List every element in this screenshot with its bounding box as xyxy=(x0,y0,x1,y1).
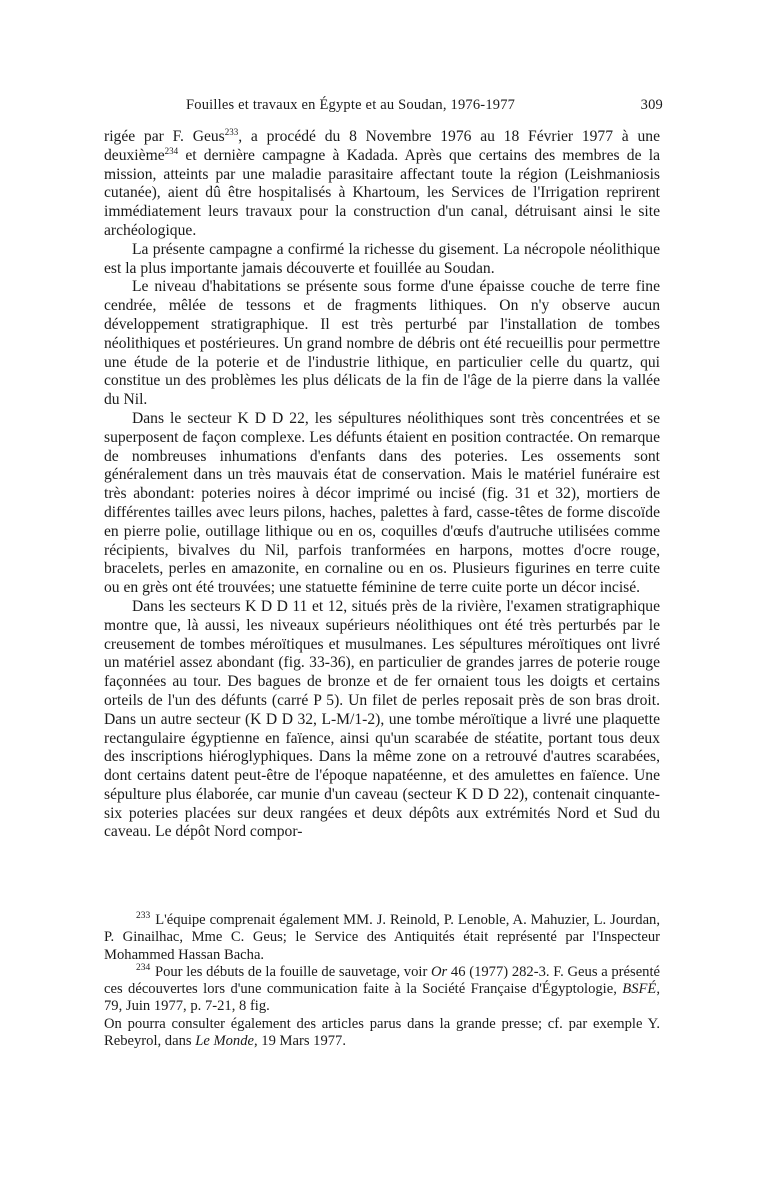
page-number: 309 xyxy=(640,97,663,113)
footnote-234-cont-part-a: On pourra consulter également des articles parus dans la grande presse; cf. par exemple Y. Rebeyrol, dans xyxy=(104,1015,660,1050)
journal-abbrev-or: Or xyxy=(431,963,448,980)
running-title: Fouilles et travaux en Égypte et au Soudan, 1976-1977 xyxy=(186,97,516,113)
footnote-234-part-c: , 79, Juin 1977, p. 7-21, 8 fig. xyxy=(104,981,660,1015)
paragraph-4: Dans le secteur K D D 22, les sépultures néolithiques sont très concentrées et se superposent de façon complexe. Les défunts étaient en position contractée. On remarque de nombreuses inhumations d'enfants dans des poteries. Les ossements sont généralement dans un très mauvais état de conservation. Mais le matériel funéraire est très abondant: poteries noires à décor imprimé ou incisé (fig. 31 et 32), mortiers de différentes tailles avec leurs pilons, haches, palettes à fard, casse-têtes de forme discoïde en pierre polie, outillage lithique ou en os, coquilles d'œufs d'autruche utilisées comme récipients, bivalves du Nil, parfois tranformées en harpons, mottes d'ocre rouge, bracelets, perles en amazonite, en cornaline ou en os. Plusieurs figurines en terre cuite ou en grès ont été trouvées; une statuette féminine de terre cuite porte un décor incisé. xyxy=(104,409,660,597)
footnote-mark-234: 234 xyxy=(136,963,151,974)
paragraph-1 xyxy=(104,128,660,241)
paragraph-3: Le niveau d'habitations se présente sous forme d'une épaisse couche de terre fine cendrée, mêlée de tessons et de fragments lithiques. On n'y observe aucun développement stratigraphique. Il est très perturbé par l'installation de tombes néolithiques et postérieures. Un grand nombre de débris ont été recueillis pour permettre une étude de la poterie et de l'industrie lithique, en particulier celle du quartz, qui constitue un des problèmes les plus délicats de la fin de l'âge de la pierre dans la vallée du Nil. xyxy=(104,278,660,409)
paragraph-2: La présente campagne a confirmé la richesse du gisement. La nécropole néolithique est la plus importante jamais découverte et fouillée au Soudan. xyxy=(104,240,660,277)
paragraph-1-part-a: rigée par F. Geus xyxy=(104,128,225,145)
paragraph-5: Dans les secteurs K D D 11 et 12, situés près de la rivière, l'examen stratigraphique montre que, là aussi, les niveaux supérieurs néolithiques ont été très perturbés par le creusement de tombes méroïtiques et musulmanes. Les sépultures méroïtiques ont livré un matériel assez abondant (fig. 33-36), en particulier de grandes jarres de poterie rouge façonnées au tour. Des bagues de bronze et de fer ornaient tous les doigts et certains orteils de l'un des défunts (carré P 5). Un filet de perles reposait près de son bras droit. Dans un autre secteur (K D D 32, L-M/1-2), une tombe méroïtique a livré une plaquette rectangulaire égyptienne en faïence, ainsi qu'un scarabée de stéatite, portant tous deux des inscriptions hiéroglyphiques. Dans la même zone on a retrouvé d'autres scarabées, dont certains datent peut-être de l'époque napatéenne, et des amulettes en faïence. Une sépulture plus élaborée, car munie d'un caveau (secteur K D D 22), contenait cinquante-six poteries placées sur deux rangées et deux dépôts aux extrémités Nord et Sud du caveau. Le dépôt Nord compor- xyxy=(104,597,660,841)
footnote-ref-233: 233 xyxy=(224,126,239,137)
journal-abbrev-bsfe: BSFÉ xyxy=(622,981,657,998)
newspaper-title: Le Monde xyxy=(195,1033,254,1050)
footnote-mark-233: 233 xyxy=(136,911,151,922)
footnotes xyxy=(104,912,660,1050)
paragraph-1-part-b: , a procédé du 8 Novembre 1976 au 18 Février 1977 à une deuxième xyxy=(104,128,660,164)
footnote-234-part-b: 46 (1977) 282-3. F. Geus a présenté ces découvertes lors d'une communication faite à la Société Française d'Égyptologie, xyxy=(104,963,661,998)
footnote-234-continuation xyxy=(104,1016,660,1051)
footnote-ref-234: 234 xyxy=(164,145,179,156)
main-text xyxy=(104,128,660,842)
footnote-233 xyxy=(104,912,660,964)
footnote-234-part-a: Pour les débuts de la fouille de sauvetage, voir xyxy=(151,963,431,980)
paragraph-1-part-c: et dernière campagne à Kadada. Après que certains des membres de la mission, atteints par une maladie parasitaire affectant toute la région (Leishmaniosis cutanée), aient dû être hospitalisés à Khartoum, les Services de l'Irrigation reprirent immédiatement leurs travaux pour la construction d'un canal, détruisant ainsi le site archéologique. xyxy=(104,146,660,239)
footnote-234-cont-part-b: , 19 Mars 1977. xyxy=(253,1033,347,1050)
footnote-233-text: L'équipe comprenait également MM. J. Reinold, P. Lenoble, A. Mahuzier, L. Jourdan, P. Ginailhac, Mme C. Geus; le Service des Antiquités était représenté par l'Inspecteur Mohammed Hassan Bacha. xyxy=(104,912,660,963)
footnote-234 xyxy=(104,964,660,1016)
